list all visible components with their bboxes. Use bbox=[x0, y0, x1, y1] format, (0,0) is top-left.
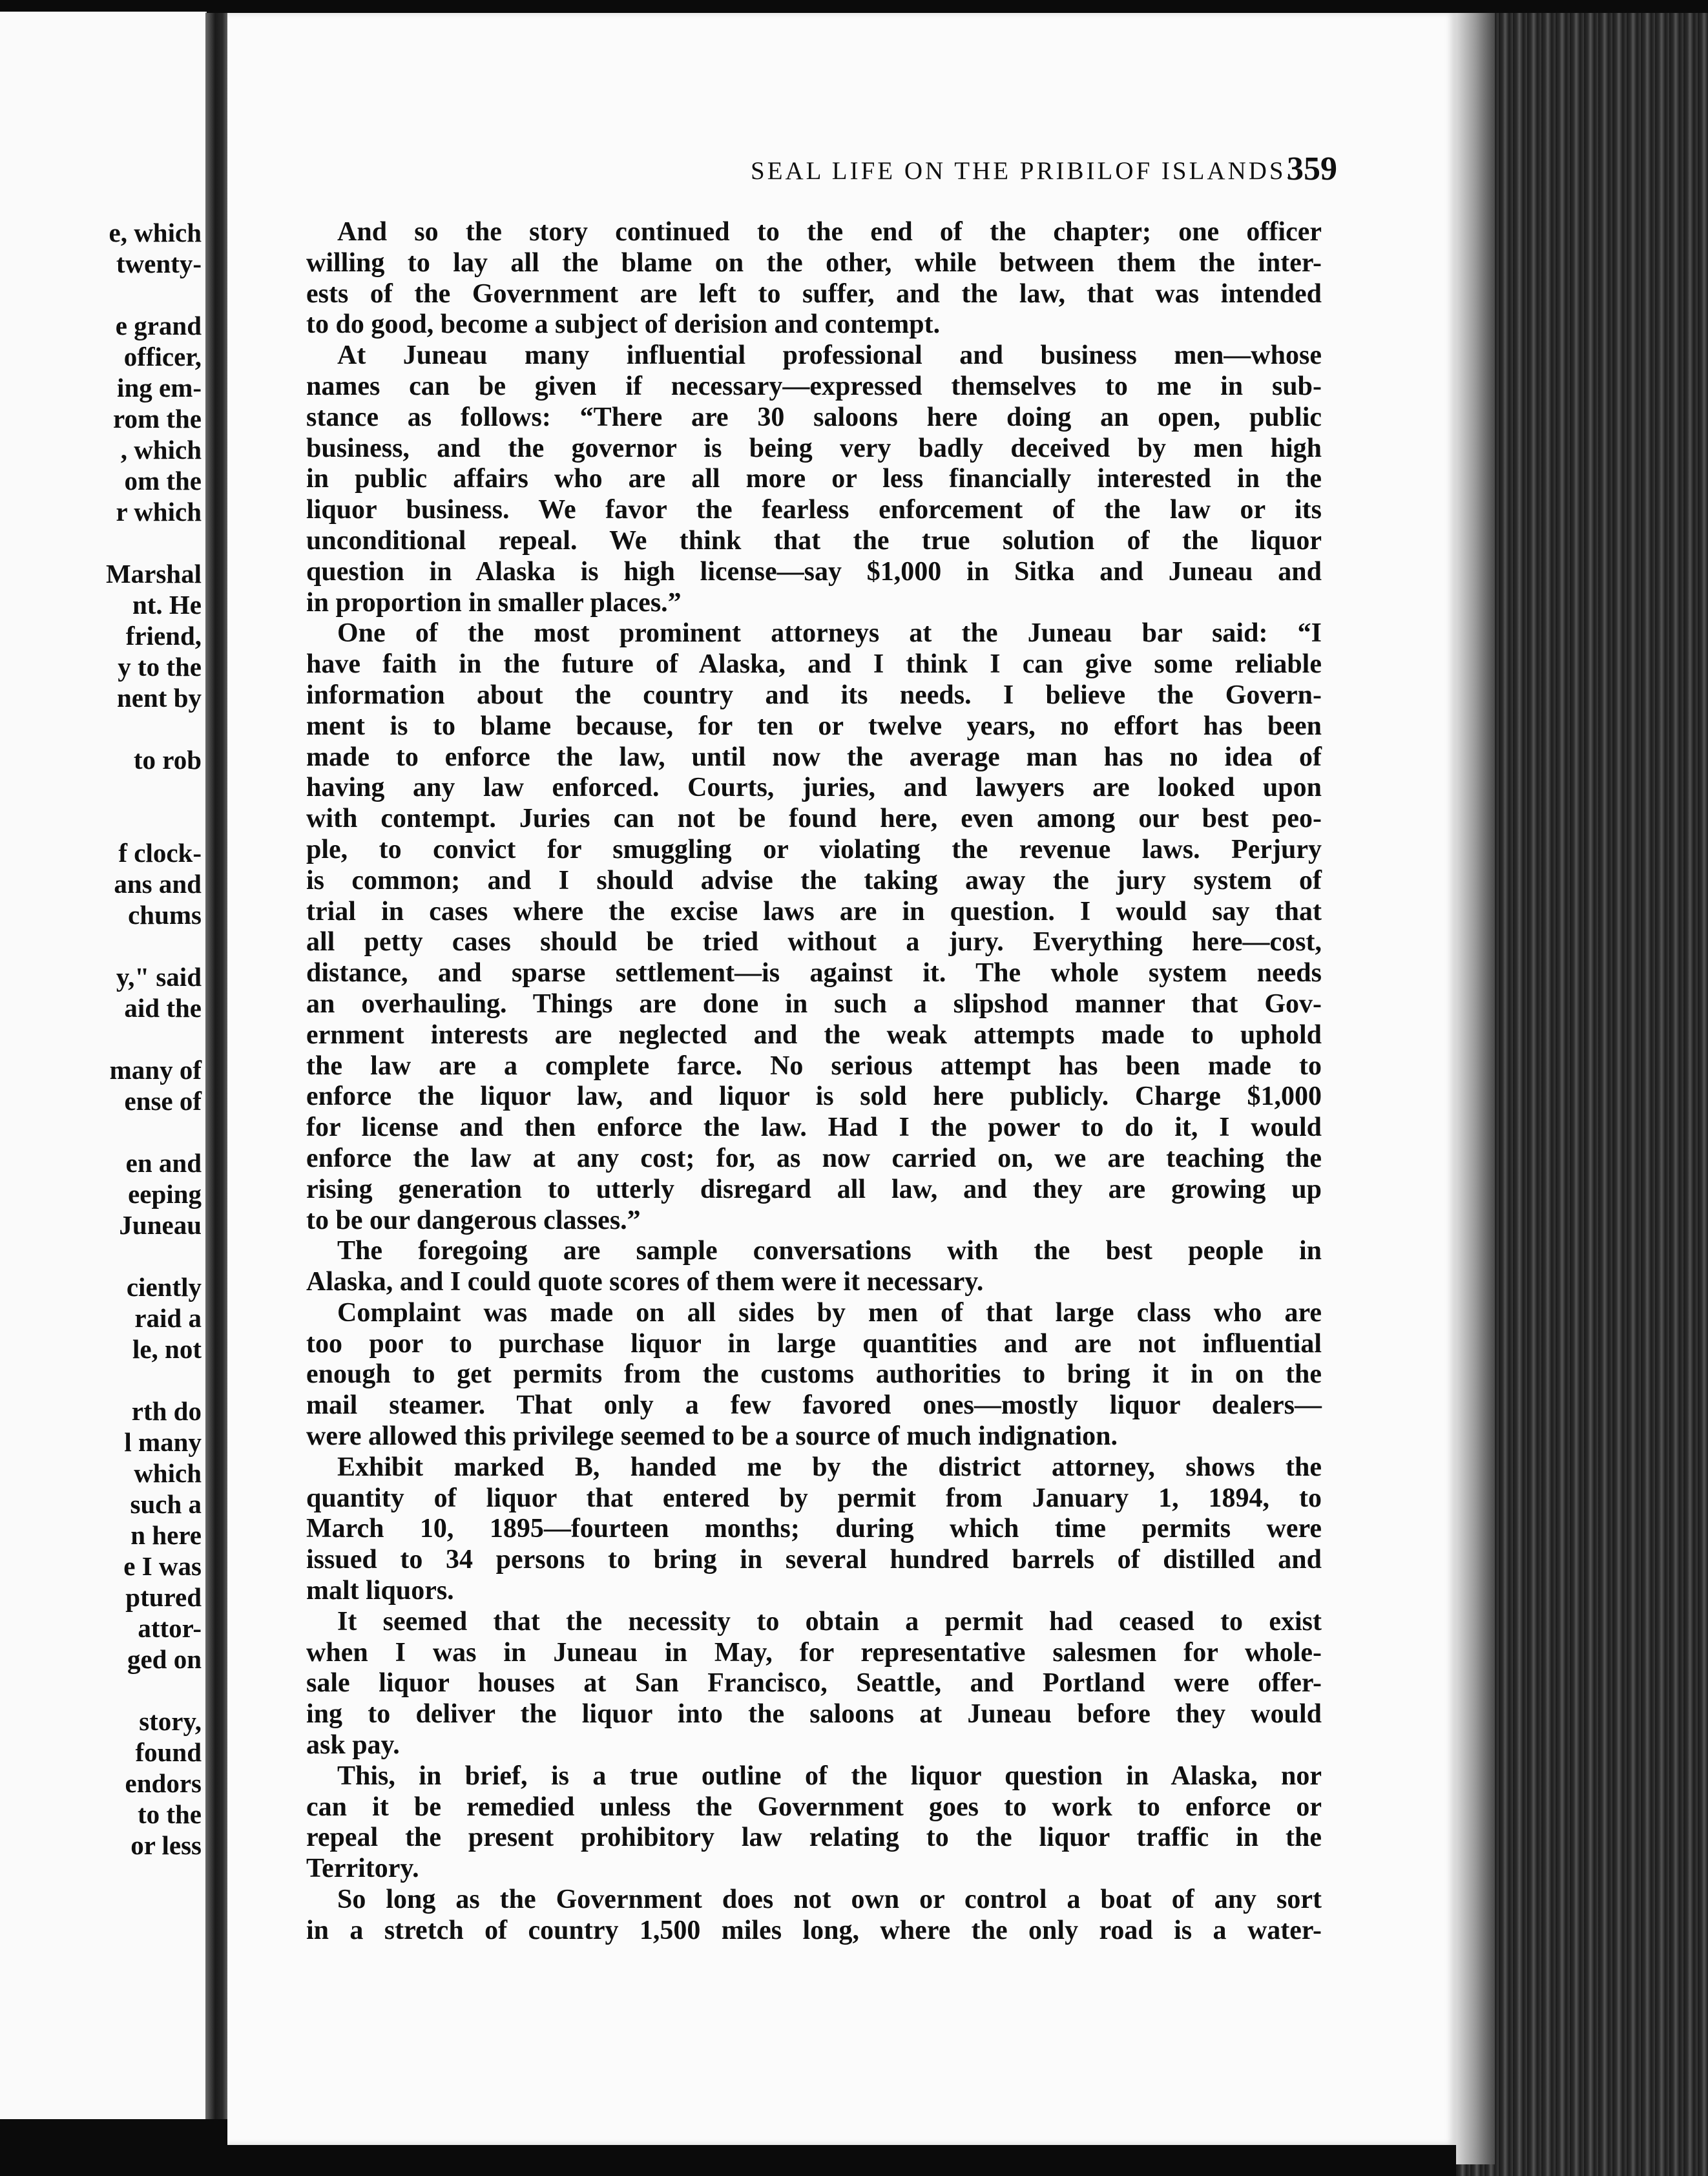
body-line: This, in brief, is a true outline of the liquor question in Alaska, nor bbox=[337, 1761, 1322, 1791]
left-page-line: found bbox=[135, 1737, 202, 1767]
body-line: Complaint was made on all sides by men of that large class who are bbox=[337, 1297, 1322, 1328]
body-line: with contempt. Juries can not be found here, even among our best peo- bbox=[306, 804, 1322, 834]
body-line: can it be remedied unless the Government goes to work to enforce or bbox=[306, 1792, 1322, 1822]
left-page-line bbox=[0, 1365, 202, 1396]
left-page-line: l many bbox=[124, 1427, 202, 1457]
left-page-line: r which bbox=[116, 497, 202, 527]
running-head: SEAL LIFE ON THE PRIBILOF ISLANDS. bbox=[751, 157, 1295, 185]
left-page-line: e grand bbox=[115, 311, 202, 340]
left-page-line: eeping bbox=[128, 1179, 202, 1209]
left-page-text-fragments bbox=[0, 217, 202, 1861]
left-page-line: y," said bbox=[116, 962, 202, 992]
body-line: ernment interests are neglected and the weak attempts made to uphold bbox=[306, 1020, 1322, 1050]
body-line: enforce the law at any cost; for, as now carried on, we are teaching the bbox=[306, 1143, 1322, 1173]
page-edge-strip bbox=[1456, 13, 1495, 2164]
left-page-line: ptured bbox=[125, 1582, 202, 1612]
left-page-line: attor- bbox=[138, 1613, 202, 1643]
body-line: March 10, 1895—fourteen months; during which time permits were bbox=[306, 1514, 1322, 1544]
left-page-line bbox=[0, 1240, 202, 1271]
body-line: quantity of liquor that entered by permit from January 1, 1894, to bbox=[306, 1483, 1322, 1513]
body-line: information about the country and its needs. I believe the Govern- bbox=[306, 680, 1322, 710]
left-page-line: en and bbox=[125, 1148, 202, 1178]
body-line: ple, to convict for smuggling or violating the revenue laws. Perjury bbox=[306, 834, 1322, 864]
left-page-line: e I was bbox=[123, 1551, 202, 1581]
left-page-line bbox=[0, 1023, 202, 1054]
body-line: issued to 34 persons to bring in several hundred barrels of distilled and bbox=[306, 1545, 1322, 1575]
body-line: business, and the governor is being very badly deceived by men high bbox=[306, 433, 1322, 463]
left-page-line bbox=[0, 1675, 202, 1706]
body-line: is common; and I should advise the taking away the jury system of bbox=[306, 865, 1322, 895]
body-line: stance as follows: “There are 30 saloons here doing an open, public bbox=[306, 402, 1322, 432]
left-page-line: Marshal bbox=[105, 559, 202, 589]
left-page-line: endors bbox=[125, 1768, 202, 1798]
body-line: willing to lay all the blame on the other, while between them the inter- bbox=[306, 247, 1322, 278]
left-page-line: many of bbox=[109, 1055, 202, 1085]
left-page-line: le, not bbox=[132, 1334, 202, 1364]
left-page-line: Juneau bbox=[119, 1210, 202, 1240]
body-line: an overhauling. Things are done in such a slipshod manner that Gov- bbox=[306, 989, 1322, 1019]
body-line: enough to get permits from the customs authorities to bring it in on the bbox=[306, 1359, 1322, 1390]
body-line: sale liquor houses at San Francisco, Seattle, and Portland were offer- bbox=[306, 1668, 1322, 1699]
left-page-line: to rob bbox=[133, 745, 202, 775]
body-line: ests of the Government are left to suffer, and the law, that was intended bbox=[306, 278, 1322, 309]
body-line: in public affairs who are all more or less financially interested in the bbox=[306, 464, 1322, 494]
body-line: in a stretch of country 1,500 miles long, where the only road is a water- bbox=[306, 1915, 1322, 1945]
body-line: trial in cases where the excise laws are in question. I would say that bbox=[306, 896, 1322, 926]
body-line: unconditional repeal. We think that the true solution of the liquor bbox=[306, 525, 1322, 556]
left-page-line bbox=[0, 279, 202, 310]
left-page-line bbox=[0, 775, 202, 806]
body-line: Exhibit marked B, handed me by the district attorney, shows the bbox=[337, 1452, 1322, 1482]
left-page-line: such a bbox=[130, 1489, 202, 1519]
left-page-line: raid a bbox=[134, 1303, 202, 1333]
body-line: Alaska, and I could quote scores of them were it necessary. bbox=[306, 1267, 984, 1297]
body-line: liquor business. We favor the fearless enforcement of the law or its bbox=[306, 495, 1322, 525]
body-line: names can be given if necessary—expressed themselves to me in sub- bbox=[306, 371, 1322, 401]
body-line: So long as the Government does not own or control a boat of any sort bbox=[337, 1885, 1322, 1915]
body-line: enforce the liquor law, and liquor is sold here publicly. Charge $1,000 bbox=[306, 1082, 1322, 1112]
body-line: At Juneau many influential professional and business men—whose bbox=[337, 340, 1322, 371]
body-line: rising generation to utterly disregard all law, and they are growing up bbox=[306, 1174, 1322, 1204]
body-line: question in Alaska is high license—say $1,000 in Sitka and Juneau and bbox=[306, 556, 1322, 587]
body-line: for license and then enforce the law. Had I the power to do it, I would bbox=[306, 1113, 1322, 1143]
body-line: in proportion in smaller places.” bbox=[306, 587, 682, 618]
left-page-line: y to the bbox=[118, 652, 202, 682]
body-line: to be our dangerous classes.” bbox=[306, 1205, 641, 1235]
left-page-line: nt. He bbox=[132, 590, 202, 620]
left-page-line: or less bbox=[130, 1830, 202, 1860]
left-page-line: ciently bbox=[126, 1272, 202, 1302]
left-page-line: rth do bbox=[131, 1396, 202, 1426]
right-page bbox=[227, 13, 1456, 2145]
left-page-line: n here bbox=[130, 1520, 202, 1550]
left-page-line: rom the bbox=[112, 404, 202, 434]
body-line: It seemed that the necessity to obtain a permit had ceased to exist bbox=[337, 1606, 1322, 1637]
body-line: repeal the present prohibitory law relating to the liquor traffic in the bbox=[306, 1823, 1322, 1853]
left-page-line: twenty- bbox=[116, 249, 202, 278]
left-page-line: ans and bbox=[114, 869, 202, 899]
body-line: ment is to blame because, for ten or twelve years, no effort has been bbox=[306, 711, 1322, 741]
body-line: One of the most prominent attorneys at the Juneau bar said: “I bbox=[337, 618, 1322, 649]
left-page-line: friend, bbox=[125, 621, 202, 651]
left-page-line: , which bbox=[120, 435, 202, 465]
body-line: malt liquors. bbox=[306, 1576, 454, 1606]
left-page-line: ense of bbox=[124, 1086, 202, 1116]
left-page-line: ged on bbox=[127, 1644, 202, 1674]
left-page-line bbox=[0, 527, 202, 558]
left-page-line: officer, bbox=[123, 342, 202, 371]
body-line: distance, and sparse settlement—is against it. The whole system needs bbox=[306, 958, 1322, 989]
left-page-line: f clock- bbox=[118, 838, 202, 868]
page-number: 359 bbox=[1287, 151, 1337, 187]
left-page-line: e, which bbox=[109, 218, 202, 247]
body-line: to do good, become a subject of derision and contempt. bbox=[306, 309, 941, 340]
body-text bbox=[306, 217, 1322, 1947]
left-page-line: om the bbox=[124, 466, 202, 496]
left-page-line: aid the bbox=[124, 993, 202, 1023]
left-page-line: chums bbox=[128, 900, 202, 930]
left-page-line bbox=[0, 1116, 202, 1147]
body-line: the law are a complete farce. No serious attempt has been made to bbox=[306, 1051, 1322, 1081]
left-page-line: nent by bbox=[116, 683, 202, 713]
body-line: all petty cases should be tried without a jury. Everything here—cost, bbox=[306, 927, 1322, 957]
body-line: And so the story continued to the end of the chapter; one officer bbox=[337, 217, 1322, 247]
left-page-line: which bbox=[134, 1458, 202, 1488]
book-gutter bbox=[205, 13, 230, 2119]
body-line: having any law enforced. Courts, juries, and lawyers are looked upon bbox=[306, 773, 1322, 803]
body-line: too poor to purchase liquor in large quantities and are not influential bbox=[306, 1328, 1322, 1359]
body-line: ask pay. bbox=[306, 1730, 400, 1761]
left-page-line bbox=[0, 930, 202, 961]
body-line: made to enforce the law, until now the average man has no idea of bbox=[306, 742, 1322, 772]
left-page-line bbox=[0, 806, 202, 837]
left-page-line: to the bbox=[137, 1799, 202, 1829]
left-page-line bbox=[0, 713, 202, 744]
body-line: when I was in Juneau in May, for representative salesmen for whole- bbox=[306, 1637, 1322, 1668]
body-line: were allowed this privilege seemed to be a source of much indignation. bbox=[306, 1421, 1118, 1452]
left-facing-page bbox=[0, 12, 207, 2119]
left-page-line: story, bbox=[139, 1706, 202, 1736]
body-line: Territory. bbox=[306, 1854, 419, 1884]
left-page-line: ing em- bbox=[117, 373, 202, 403]
body-line: have faith in the future of Alaska, and I think I can give some reliable bbox=[306, 649, 1322, 680]
body-line: ing to deliver the liquor into the saloons at Juneau before they would bbox=[306, 1699, 1322, 1730]
body-line: mail steamer. That only a few favored ones—mostly liquor dealers— bbox=[306, 1390, 1322, 1421]
body-line: The foregoing are sample conversations with the best people in bbox=[337, 1236, 1322, 1266]
